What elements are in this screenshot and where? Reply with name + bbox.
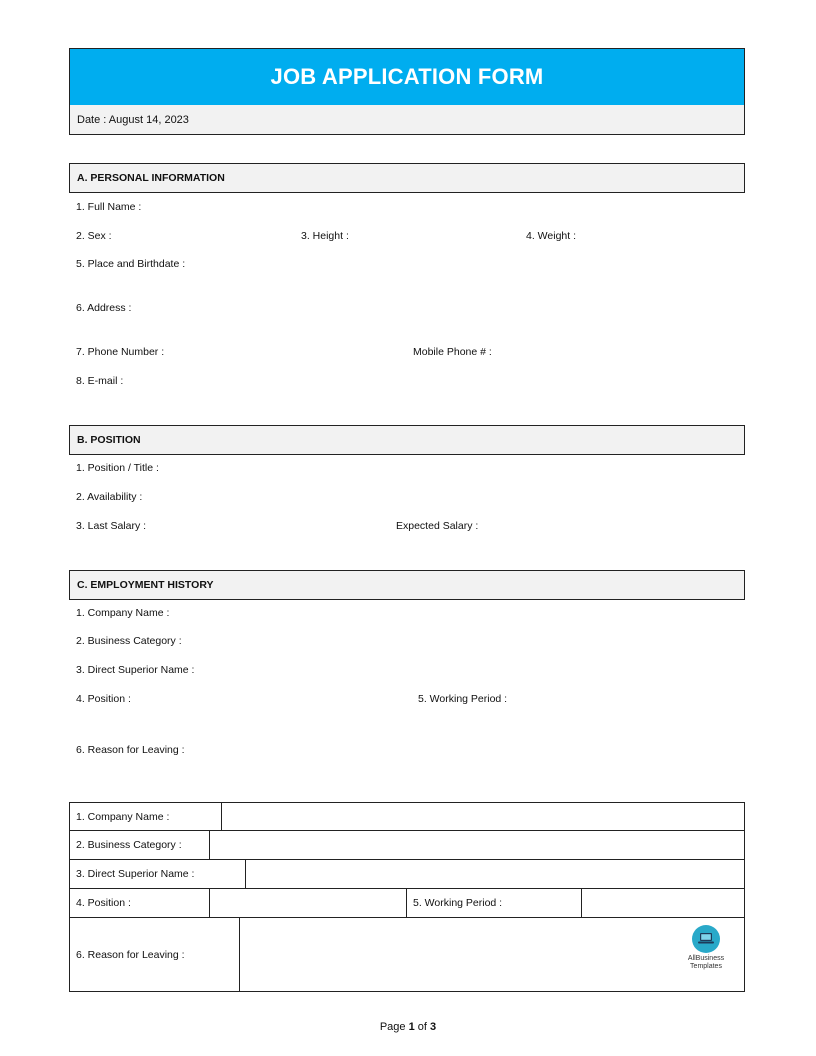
table-label-category: [69, 830, 210, 860]
section-personal-header: [69, 163, 745, 193]
field-weight[interactable]: 4. Weight :: [526, 230, 576, 242]
field-reason-leaving[interactable]: 6. Reason for Leaving :: [76, 744, 185, 756]
section-employment-title: C. EMPLOYMENT HISTORY: [77, 579, 214, 591]
table-label-company: [69, 802, 222, 831]
footer-page-label: Page: [379, 1021, 406, 1033]
table-label-position: [69, 888, 210, 918]
date-text: Date : August 14, 2023: [77, 113, 189, 126]
field-business-category[interactable]: 2. Business Category :: [76, 635, 182, 647]
table-label-company-text: 1. Company Name :: [76, 810, 170, 823]
footer-of: of: [417, 1021, 427, 1033]
field-height[interactable]: 3. Height :: [301, 230, 349, 242]
logo-line1: AllBusiness: [687, 955, 725, 962]
table-input-position[interactable]: [209, 888, 407, 918]
field-phone-number[interactable]: 7. Phone Number :: [76, 346, 165, 358]
table-input-reason[interactable]: [239, 917, 745, 992]
field-availability[interactable]: 2. Availability :: [76, 491, 143, 503]
table-input-category[interactable]: [209, 830, 745, 860]
form-title: JOB APPLICATION FORM: [270, 64, 544, 89]
logo-text: [688, 955, 724, 971]
table-label-position-text: 4. Position :: [76, 897, 131, 909]
table-label-superior: [69, 859, 246, 889]
table-input-period[interactable]: [581, 888, 745, 918]
section-personal-title: A. PERSONAL INFORMATION: [77, 172, 225, 184]
footer-current-page: 1: [408, 1021, 415, 1033]
date-bar: [69, 105, 745, 135]
field-working-period[interactable]: 5. Working Period :: [418, 693, 508, 705]
page-footer: [0, 1021, 816, 1033]
field-employment-position[interactable]: 4. Position :: [76, 693, 131, 705]
field-expected-salary[interactable]: Expected Salary :: [396, 520, 479, 532]
table-label-reason-text: 6. Reason for Leaving :: [76, 948, 185, 961]
field-last-salary[interactable]: 3. Last Salary :: [76, 520, 147, 532]
field-position-title[interactable]: 1. Position / Title :: [76, 462, 159, 474]
table-label-period-text: 5. Working Period :: [413, 897, 503, 909]
logo-line2: Templates: [690, 963, 722, 970]
table-input-company[interactable]: [221, 802, 745, 831]
field-address[interactable]: 6. Address :: [76, 302, 132, 314]
table-input-superior[interactable]: [245, 859, 745, 889]
table-label-period: [406, 888, 582, 918]
field-place-birthdate[interactable]: 5. Place and Birthdate :: [76, 258, 186, 270]
section-position-title: B. POSITION: [77, 434, 141, 446]
section-employment-header: [69, 570, 745, 600]
field-sex[interactable]: 2. Sex :: [76, 230, 112, 242]
section-position-header: [69, 425, 745, 455]
field-company-name[interactable]: 1. Company Name :: [76, 607, 170, 619]
table-label-reason: [69, 917, 240, 992]
form-title-bar: [69, 48, 745, 106]
field-mobile-phone[interactable]: Mobile Phone # :: [413, 346, 492, 358]
laptop-icon: [692, 925, 720, 953]
field-full-name[interactable]: 1. Full Name :: [76, 201, 142, 213]
field-email[interactable]: 8. E-mail :: [76, 375, 124, 387]
allbusiness-logo: [683, 925, 729, 975]
field-direct-superior[interactable]: 3. Direct Superior Name :: [76, 664, 195, 676]
footer-total-pages: 3: [430, 1021, 437, 1033]
table-label-category-text: 2. Business Category :: [76, 839, 182, 851]
table-label-superior-text: 3. Direct Superior Name :: [76, 868, 195, 880]
